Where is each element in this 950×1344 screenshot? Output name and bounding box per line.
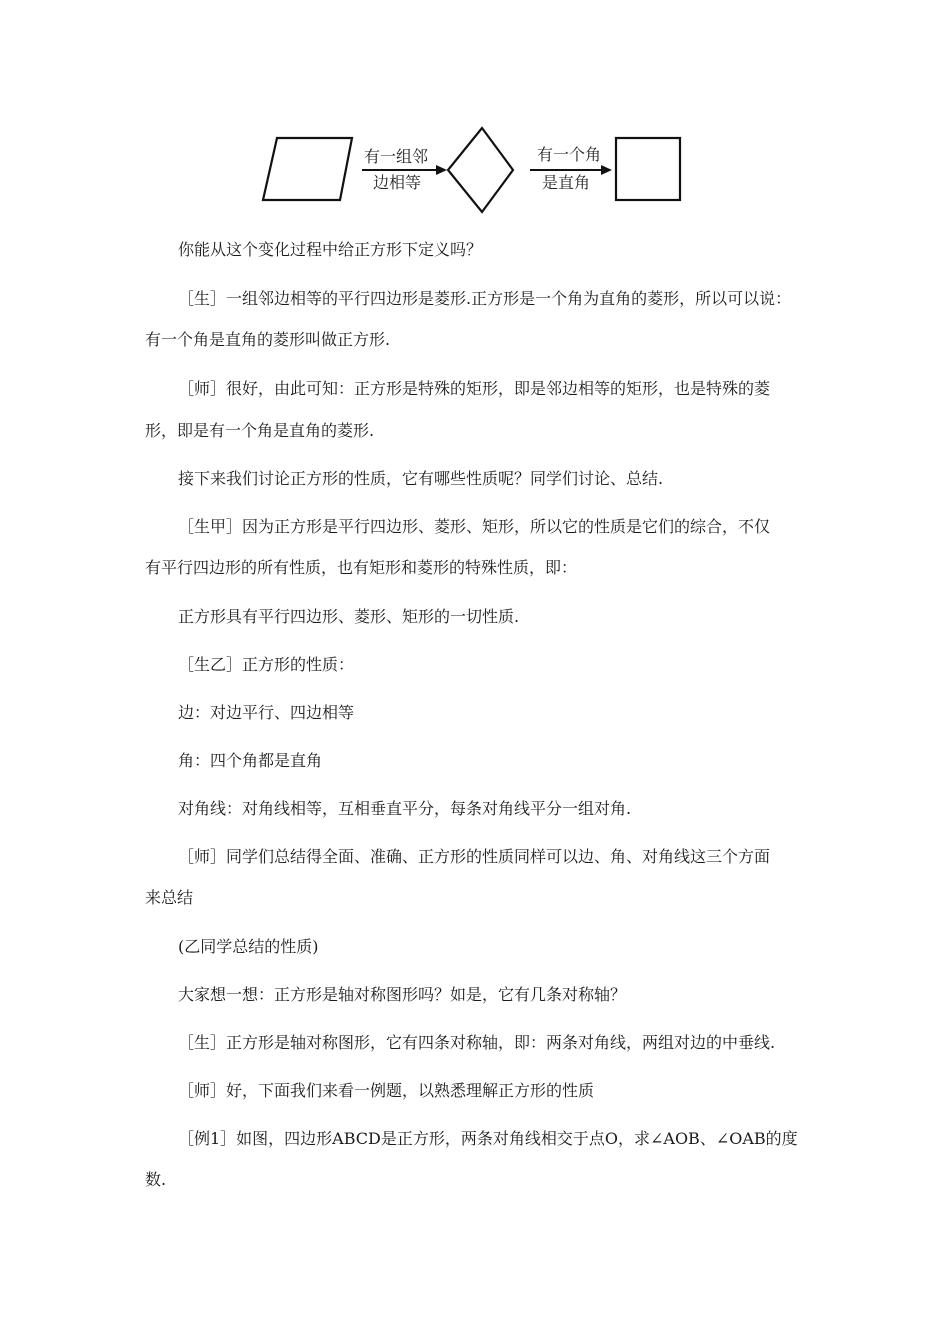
paragraph-teacher-comment-line1: ［师］很好，由此可知：正方形是特殊的矩形，即是邻边相等的矩形，也是特殊的菱 <box>178 379 771 398</box>
shape-transformation-diagram <box>255 122 695 218</box>
paragraph-teacher-summary-line1: ［师］同学们总结得全面、准确、正方形的性质同样可以边、角、对角线这三个方面 <box>178 847 771 866</box>
paragraph-student-b-heading: ［生乙］正方形的性质： <box>178 655 355 674</box>
arrow-1-label-top: 有一组邻 <box>364 147 429 166</box>
paragraph-student-answer-line2: 有一个角是直角的菱形叫做正方形. <box>145 330 391 349</box>
paragraph-symmetry-question: 大家想一想：正方形是轴对称图形吗？如是，它有几条对称轴？ <box>178 985 627 1004</box>
paragraph-property-sides: 边：对边平行、四边相等 <box>178 703 355 722</box>
paragraph-student-a-line1: ［生甲］因为正方形是平行四边形、菱形、矩形，所以它的性质是它们的综合，不仅 <box>178 517 771 536</box>
paragraph-student-answer-line1: ［生］一组邻边相等的平行四边形是菱形.正方形是一个角为直角的菱形，所以可以说： <box>178 289 792 308</box>
paragraph-example-1-line1: ［例1］如图，四边形ABCD是正方形，两条对角线相交于点O，求∠AOB、∠OAB的度 <box>178 1129 798 1148</box>
paragraph-discuss-properties: 接下来我们讨论正方形的性质，它有哪些性质呢？同学们讨论、总结. <box>178 469 664 488</box>
paragraph-symmetry-answer: ［生］正方形是轴对称图形，它有四条对称轴，即：两条对角线，两组对边的中垂线. <box>178 1033 776 1052</box>
square-shape <box>616 138 680 200</box>
rhombus-shape <box>448 128 513 212</box>
paragraph-example-intro: ［师］好，下面我们来看一例题，以熟悉理解正方形的性质 <box>178 1081 595 1100</box>
paragraph-property-angles: 角：四个角都是直角 <box>178 751 323 770</box>
arrow-1-head <box>436 165 447 175</box>
arrow-1-label-bottom: 边相等 <box>373 173 422 192</box>
paragraph-teacher-comment-line2: 形，即是有一个角是直角的菱形. <box>145 421 375 440</box>
paragraph-property-diagonals: 对角线：对角线相等，互相垂直平分，每条对角线平分一组对角. <box>178 799 632 818</box>
arrow-2-head <box>601 165 612 175</box>
paragraph-student-a-line2: 有平行四边形的所有性质，也有矩形和菱形的特殊性质，即： <box>145 558 578 577</box>
paragraph-definition-question: 你能从这个变化过程中给正方形下定义吗？ <box>178 240 483 259</box>
paragraph-example-1-line2: 数. <box>145 1170 167 1189</box>
arrow-2-label-top: 有一个角 <box>537 145 602 164</box>
paragraph-student-b-note: (乙同学总结的性质) <box>178 937 319 956</box>
paragraph-teacher-summary-line2: 来总结 <box>145 888 194 907</box>
paragraph-square-has-all-properties: 正方形具有平行四边形、菱形、矩形的一切性质. <box>178 607 520 626</box>
diagram-svg <box>255 122 695 218</box>
parallelogram-shape <box>263 138 352 200</box>
arrow-2-label-bottom: 是直角 <box>542 173 591 192</box>
